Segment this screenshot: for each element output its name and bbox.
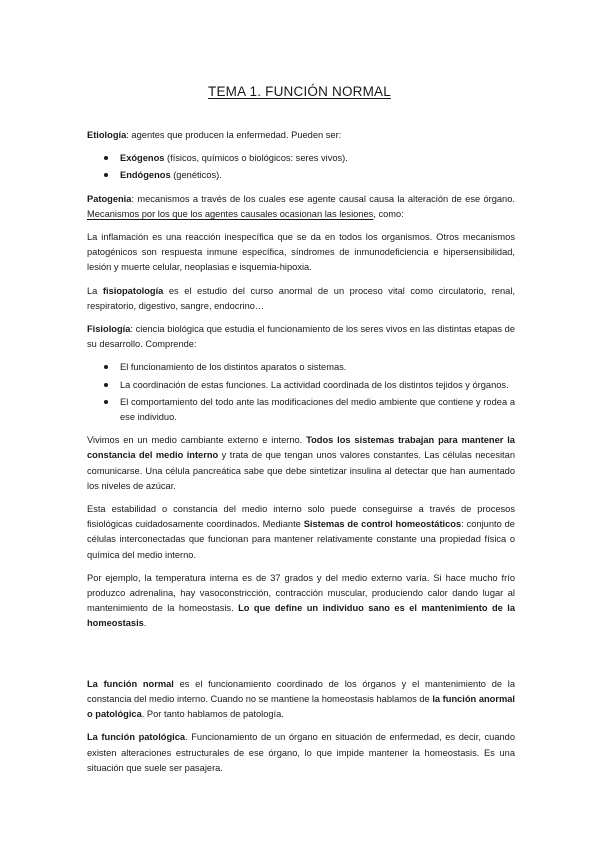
bullet-icon <box>104 383 108 387</box>
list-item <box>87 151 515 166</box>
etiologia-paragraph <box>87 128 515 143</box>
funcion-normal-paragraph <box>87 677 515 723</box>
fisiologia-paragraph <box>87 322 515 352</box>
bullet-icon <box>104 156 108 160</box>
patogenia-text: : mecanismos a través de los cuales ese agente causal causa la alteración de ese órgano. <box>131 193 515 204</box>
list-item <box>87 168 515 183</box>
patogenia-term: Patogenia <box>87 193 132 204</box>
etiologia-list <box>87 151 515 183</box>
patogenia-tail: , como: <box>373 208 404 219</box>
ejemplo-pre: Por ejemplo, la temperatura interna es de 37 grados y del medio externo varía. Si hace mucho frío produzco adrenalina, hay vasoconstricción, contracción muscular, produciendo calor dando lugar al mantenimiento de la homeostasis. <box>87 572 515 614</box>
patogenia-underlined: Mecanismos por los que los agentes causales ocasionan las lesiones <box>87 208 374 219</box>
estabilidad-pre: Esta estabilidad o constancia del medio interno solo puede conseguirse a través de procesos fisiológicas cuidadosamente coordinados. Mediante <box>87 504 515 530</box>
list-item <box>87 360 515 375</box>
inflamacion-paragraph: La inflamación es una reacción inespecífica que se da en todos los organismos. Otros mecanismos patogénicos son respuesta inmune específica, síndromes de inmunodeficiencia e hipersensibilidad, lesión y muerte celular, neoplasias e isquemia-hipoxia. <box>87 232 515 273</box>
fisiopatologia-term: fisiopatología <box>102 285 164 296</box>
list-item-term: Endógenos <box>120 170 171 181</box>
fisiopatologia-pre: La <box>87 285 103 296</box>
fisiologia-term: Fisiología <box>87 324 131 335</box>
bullet-icon <box>104 173 108 177</box>
fisiopatologia-paragraph <box>87 284 515 314</box>
list-item-text: La coordinación de estas funciones. La actividad coordinada de los distintos tejidos y órganos. <box>120 379 509 390</box>
medio-pre: Vivimos en un medio cambiante externo e interno. <box>87 435 307 446</box>
ejemplo-paragraph <box>87 571 515 632</box>
list-item <box>87 378 515 393</box>
funcion-patologica-text: . Funcionamiento de un órgano en situación de enfermedad, es decir, cuando existen alteraciones estructurales de ese órgano, lo que impide mantener la homeostasis. Es una situación que suele ser pasajera. <box>87 732 515 773</box>
list-item-text: El comportamiento del todo ante las modificaciones del medio ambiente que contiene y rodea a ese individuo. <box>120 396 515 423</box>
medio-paragraph <box>87 433 515 494</box>
page-title <box>0 84 599 99</box>
page-title-text: TEMA 1. FUNCIÓN NORMAL <box>208 84 391 99</box>
list-item-text: (genéticos). <box>170 170 222 181</box>
funcion-normal-tail: . Por tanto hablamos de patología. <box>141 709 284 720</box>
estabilidad-paragraph <box>87 502 515 563</box>
etiologia-text: : agentes que producen la enfermedad. Pueden ser: <box>126 130 342 140</box>
patogenia-paragraph <box>87 192 515 222</box>
estabilidad-bold: Sistemas de control homeostáticos <box>303 519 462 530</box>
list-item-text: El funcionamiento de los distintos aparatos o sistemas. <box>120 362 347 373</box>
estabilidad-text: : conjunto de células interconectadas que funcionan para mantener relativamente constante una propiedad física o química del medio interno. <box>87 519 515 560</box>
medio-bold: Todos los sistemas trabajan para mantener la constancia del medio interno <box>87 435 515 461</box>
etiologia-term: Etiología <box>87 130 127 140</box>
funcion-normal-term: La función normal <box>87 678 174 689</box>
bullet-icon <box>104 400 108 404</box>
ejemplo-bold: Lo que define un individuo sano es el mantenimiento de la homeostasis <box>87 603 515 629</box>
list-item <box>87 395 515 425</box>
bullet-icon <box>104 365 108 369</box>
funcion-normal-bold: la función anormal o patológica <box>87 693 515 720</box>
document-body <box>87 128 515 784</box>
list-item-text: (físicos, químicos o biológicos: seres vivos). <box>164 153 348 164</box>
fisiopatologia-text: es el estudio del curso anormal de un proceso vital como circulatorio, renal, respiratorio, digestivo, sangre, endocrino… <box>87 285 515 311</box>
funcion-normal-text: es el funcionamiento coordinado de los órganos y el mantenimiento de la constancia del medio interno. Cuando no se mantiene la homeostasis hablamos de <box>87 678 515 704</box>
funcion-patologica-paragraph <box>87 730 515 776</box>
medio-text: y trata de que tengan unos valores constantes. Las células necesitan comunicarse. Una célula pancreática sabe que debe sintetizar insulina al detectar que han aumentado los niveles de azúcar. <box>87 450 515 491</box>
fisiologia-text: : ciencia biológica que estudia el funcionamiento de los seres vivos en las distintas etapas de su desarrollo. Comprende: <box>87 324 515 350</box>
list-item-term: Exógenos <box>120 153 165 164</box>
fisiologia-list <box>87 360 515 425</box>
section-gap <box>87 640 515 677</box>
funcion-patologica-term: La función patológica <box>87 732 186 743</box>
ejemplo-tail: . <box>143 618 147 629</box>
